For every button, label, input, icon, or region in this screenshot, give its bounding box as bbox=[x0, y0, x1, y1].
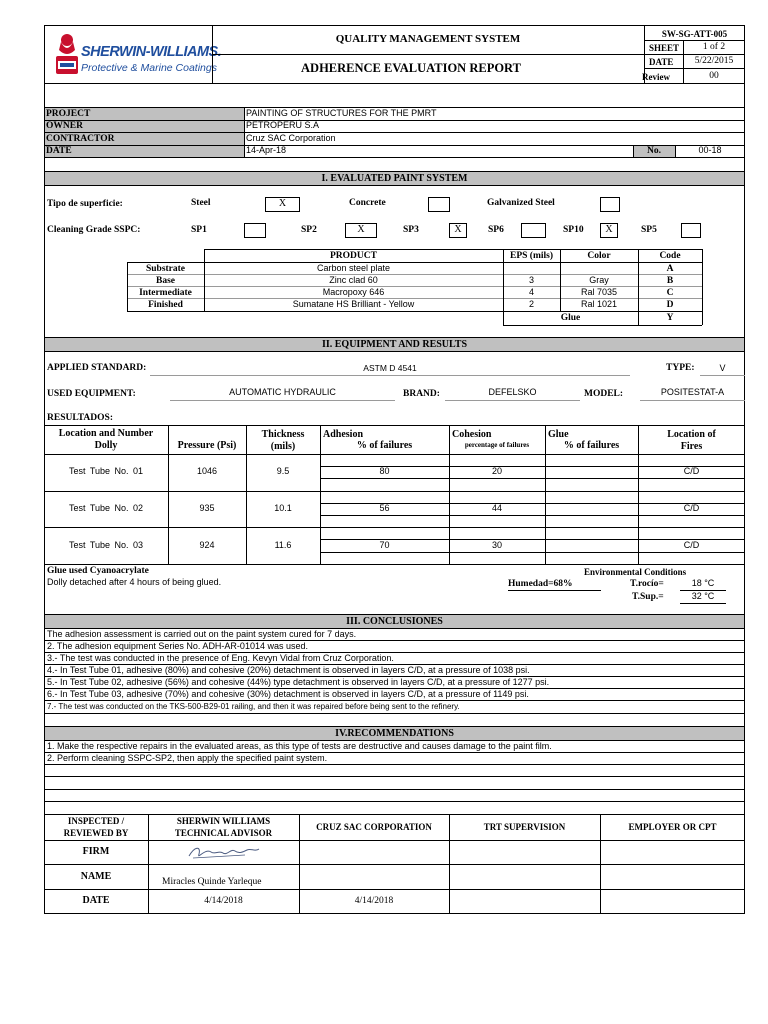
col-location-b: Dolly bbox=[94, 440, 118, 451]
cleaning-grade-label: Cleaning Grade SSPC: bbox=[47, 225, 141, 235]
sig-sw-header-b: TECHNICAL ADVISOR bbox=[174, 828, 273, 838]
sheet-label: SHEET bbox=[649, 43, 680, 53]
paint-can-logo-icon bbox=[52, 32, 82, 78]
result-row-1-fires: C/D bbox=[683, 466, 700, 476]
header-date-label: DATE bbox=[649, 57, 674, 67]
eps-base: 3 bbox=[528, 275, 534, 285]
surface-galvanized-checkbox[interactable] bbox=[600, 197, 620, 212]
grade-sp6-label: SP6 bbox=[488, 225, 504, 235]
result-row-2-thickness: 10.1 bbox=[274, 503, 292, 513]
col-adhesion-b: % of failures bbox=[356, 440, 413, 451]
doc-code: SW-SG-ATT-005 bbox=[661, 29, 728, 39]
result-row-3-adhesion: 70 bbox=[379, 540, 390, 550]
grade-sp5-label: SP5 bbox=[641, 225, 657, 235]
grade-sp3-label: SP3 bbox=[403, 225, 419, 235]
eps-header: EPS (mils) bbox=[509, 251, 553, 261]
result-row-1-cohesion: 20 bbox=[491, 466, 502, 476]
result-row-1-adhesion: 80 bbox=[379, 466, 390, 476]
recommendation-2: 2. Perform cleaning SSPC-SP2, then apply the specified paint system. bbox=[47, 753, 328, 763]
sig-cruz-header: CRUZ SAC CORPORATION bbox=[316, 822, 432, 832]
review-label: Review bbox=[642, 72, 670, 82]
header-date-value: 5/22/2015 bbox=[694, 56, 734, 66]
glue-note: Dolly detached after 4 hours of being glued. bbox=[47, 577, 222, 587]
result-row-2-pressure: 935 bbox=[199, 503, 215, 513]
owner-label: OWNER bbox=[46, 121, 83, 131]
sig-inspected-header-a: INSPECTED / bbox=[67, 816, 125, 826]
company-logo bbox=[50, 30, 222, 80]
eps-intermediate: 4 bbox=[528, 287, 534, 297]
surface-temp-value: 32 °C bbox=[691, 591, 715, 601]
conclusion-4: 4.- In Test Tube 01, adhesive (80%) and cohesive (20%) detachment is observed in layers C/D, at a pressure of 1038 psi. bbox=[47, 665, 530, 675]
model-value: POSITESTAT-A bbox=[660, 387, 725, 397]
conclusion-3: 3.- The test was conducted in the presence of Eng. Kevyn Vidal from Cruz Corporation. bbox=[47, 653, 394, 663]
col-fires-b: Fires bbox=[680, 441, 703, 452]
type-value: V bbox=[719, 363, 726, 373]
brand-value: DEFELSKO bbox=[488, 387, 537, 397]
sig-employer-header: EMPLOYER OR CPT bbox=[628, 822, 717, 832]
code-header: Code bbox=[659, 251, 681, 261]
col-glue-a: Glue bbox=[548, 429, 569, 440]
code-base: B bbox=[666, 276, 674, 286]
number-value: 00-18 bbox=[698, 145, 722, 155]
sig-trt-header: TRT SUPERVISION bbox=[483, 822, 566, 832]
name-label: NAME bbox=[80, 871, 112, 882]
grade-sp5-checkbox[interactable] bbox=[681, 223, 701, 238]
result-row-1-name: Test Tube No. 01 bbox=[68, 466, 144, 476]
project-value: PAINTING OF STRUCTURES FOR THE PMRT bbox=[246, 108, 437, 118]
environment-title: Environmental Conditions bbox=[584, 567, 687, 577]
result-row-3-thickness: 11.6 bbox=[274, 540, 292, 550]
conclusion-1: The adhesion assessment is carried out on the paint system cured for 7 days. bbox=[47, 629, 357, 639]
grade-sp10-checkbox[interactable]: X bbox=[600, 223, 618, 238]
project-label: PROJECT bbox=[46, 109, 91, 119]
info-date-label: DATE bbox=[46, 146, 72, 156]
layer-finished: Finished bbox=[148, 300, 183, 310]
result-row-3-pressure: 924 bbox=[199, 540, 215, 550]
section-2-title: II. EQUIPMENT AND RESULTS bbox=[45, 337, 744, 352]
brand-label: BRAND: bbox=[403, 389, 440, 399]
recommendation-1: 1. Make the respective repairs in the evaluated areas, as this type of tests are destructive and causes damage to the paint film. bbox=[47, 741, 552, 751]
product-substrate: Carbon steel plate bbox=[316, 263, 391, 273]
type-label: TYPE: bbox=[666, 363, 695, 373]
humidity: Humedad=68% bbox=[508, 579, 573, 589]
grade-sp1-checkbox[interactable] bbox=[244, 223, 266, 238]
surface-galvanized-label: Galvanized Steel bbox=[487, 198, 555, 208]
conclusion-5: 5.- In Test Tube 02, adhesive (56%) and cohesive (44%) type detachment is observed in layers C/D, at a pressure of 1277 psi. bbox=[47, 677, 550, 687]
glue-used: Glue used Cyanoacrylate bbox=[47, 566, 149, 576]
result-row-2-fires: C/D bbox=[683, 503, 700, 513]
section-4-title: IV.RECOMMENDATIONS bbox=[45, 726, 744, 741]
layer-base: Base bbox=[156, 276, 175, 286]
glue-code: Y bbox=[666, 313, 674, 323]
signature-icon bbox=[185, 842, 265, 864]
col-pressure: Pressure (Psi) bbox=[177, 440, 237, 451]
dew-point-label: T.rocío= bbox=[630, 579, 664, 589]
standard-value: ASTM D 4541 bbox=[363, 363, 417, 373]
date-label: DATE bbox=[82, 895, 110, 906]
info-date-value: 14-Apr-18 bbox=[246, 145, 287, 155]
sheet-value: 1 of 2 bbox=[702, 42, 726, 52]
layer-intermediate: Intermediate bbox=[139, 288, 192, 298]
col-glue-b: % of failures bbox=[563, 440, 620, 451]
equipment-value: AUTOMATIC HYDRAULIC bbox=[229, 387, 336, 397]
color-intermediate: Ral 7035 bbox=[580, 287, 618, 297]
contractor-label: CONTRACTOR bbox=[46, 134, 115, 144]
number-label: No. bbox=[647, 146, 661, 156]
code-intermediate: C bbox=[666, 288, 674, 298]
result-row-2-adhesion: 56 bbox=[379, 503, 390, 513]
sig-inspected-header-b: REVIEWED BY bbox=[63, 828, 129, 838]
col-location-a: Location and Number bbox=[58, 428, 154, 439]
grade-sp1-label: SP1 bbox=[191, 225, 207, 235]
col-cohesion-b: percentage of failures bbox=[464, 441, 530, 449]
surface-steel-label: Steel bbox=[191, 198, 211, 208]
grade-sp3-checkbox[interactable]: X bbox=[449, 223, 467, 238]
code-finished: D bbox=[666, 300, 674, 310]
date-sw-value: 4/14/2018 bbox=[204, 896, 243, 906]
col-cohesion-a: Cohesion bbox=[452, 429, 492, 440]
col-adhesion-a: Adhesion bbox=[323, 429, 364, 440]
result-row-1-pressure: 1046 bbox=[196, 466, 218, 476]
firm-label: FIRM bbox=[82, 846, 110, 857]
results-label: RESULTADOS: bbox=[47, 413, 113, 423]
dew-point-value: 18 °C bbox=[691, 578, 715, 588]
product-intermediate: Macropoxy 646 bbox=[322, 287, 385, 297]
grade-sp2-checkbox[interactable]: X bbox=[345, 223, 377, 238]
color-finished: Ral 1021 bbox=[580, 299, 618, 309]
surface-concrete-checkbox[interactable] bbox=[428, 197, 450, 212]
result-row-2-name: Test Tube No. 02 bbox=[68, 503, 144, 513]
report-title: ADHERENCE EVALUATION REPORT bbox=[301, 61, 521, 75]
grade-sp10-label: SP10 bbox=[563, 225, 584, 235]
owner-value: PETROPERÚ S.A bbox=[246, 120, 320, 130]
conclusion-2: 2. The adhesion equipment Series No. ADH-AR-01014 was used. bbox=[47, 641, 308, 651]
result-row-1-thickness: 9.5 bbox=[276, 466, 290, 476]
standard-label: APPLIED STANDARD: bbox=[47, 363, 147, 373]
surface-label: Tipo de superficie: bbox=[47, 199, 123, 209]
surface-steel-checkbox[interactable]: X bbox=[265, 197, 300, 212]
result-row-2-cohesion: 44 bbox=[491, 503, 502, 513]
brand-subtitle: Protective & Marine Coatings bbox=[81, 62, 217, 74]
color-header: Color bbox=[587, 251, 611, 261]
section-1-title: I. EVALUATED PAINT SYSTEM bbox=[45, 171, 744, 186]
col-thickness-b: (mils) bbox=[270, 441, 296, 452]
date-cruz-value: 4/14/2018 bbox=[354, 896, 394, 906]
code-substrate: A bbox=[666, 264, 674, 274]
product-header: PRODUCT bbox=[330, 251, 377, 261]
system-title: QUALITY MANAGEMENT SYSTEM bbox=[335, 33, 521, 45]
sig-sw-header-a: SHERWIN WILLIAMS bbox=[176, 816, 271, 826]
grade-sp6-checkbox[interactable] bbox=[521, 223, 546, 238]
result-row-3-cohesion: 30 bbox=[491, 540, 502, 550]
layer-substrate: Substrate bbox=[145, 264, 186, 274]
brand-name: SHERWIN-WILLIAMS. bbox=[81, 44, 222, 60]
name-value: Miracles Quinde Yarleque bbox=[162, 877, 262, 887]
col-thickness-a: Thickness bbox=[261, 429, 305, 440]
review-value: 00 bbox=[709, 71, 719, 81]
grade-sp2-label: SP2 bbox=[301, 225, 317, 235]
surface-concrete-label: Concrete bbox=[349, 198, 386, 208]
result-row-3-fires: C/D bbox=[683, 540, 700, 550]
product-finished: Sumatane HS Brilliant - Yellow bbox=[292, 299, 415, 309]
result-row-3-name: Test Tube No. 03 bbox=[68, 540, 144, 550]
eps-finished: 2 bbox=[528, 299, 534, 309]
section-3-title: III. CONCLUSIONES bbox=[45, 614, 744, 629]
color-base: Gray bbox=[589, 275, 609, 285]
glue-label: Glue bbox=[560, 313, 581, 323]
product-base: Zinc clad 60 bbox=[329, 275, 378, 285]
model-label: MODEL: bbox=[584, 389, 624, 399]
col-fires-a: Location of bbox=[667, 429, 716, 440]
conclusion-7: 7.- The test was conducted on the TKS-500-B29-01 railing, and then it was repaired before being sent to the refinery. bbox=[47, 702, 460, 711]
surface-temp-label: T.Sup.= bbox=[632, 592, 664, 602]
equipment-label: USED EQUIPMENT: bbox=[47, 389, 136, 399]
conclusion-6: 6.- In Test Tube 03, adhesive (70%) and cohesive (30%) detachment is observed in layers C/D, at a pressure of 1149 psi. bbox=[47, 689, 529, 699]
contractor-value: Cruz SAC Corporation bbox=[246, 133, 336, 143]
